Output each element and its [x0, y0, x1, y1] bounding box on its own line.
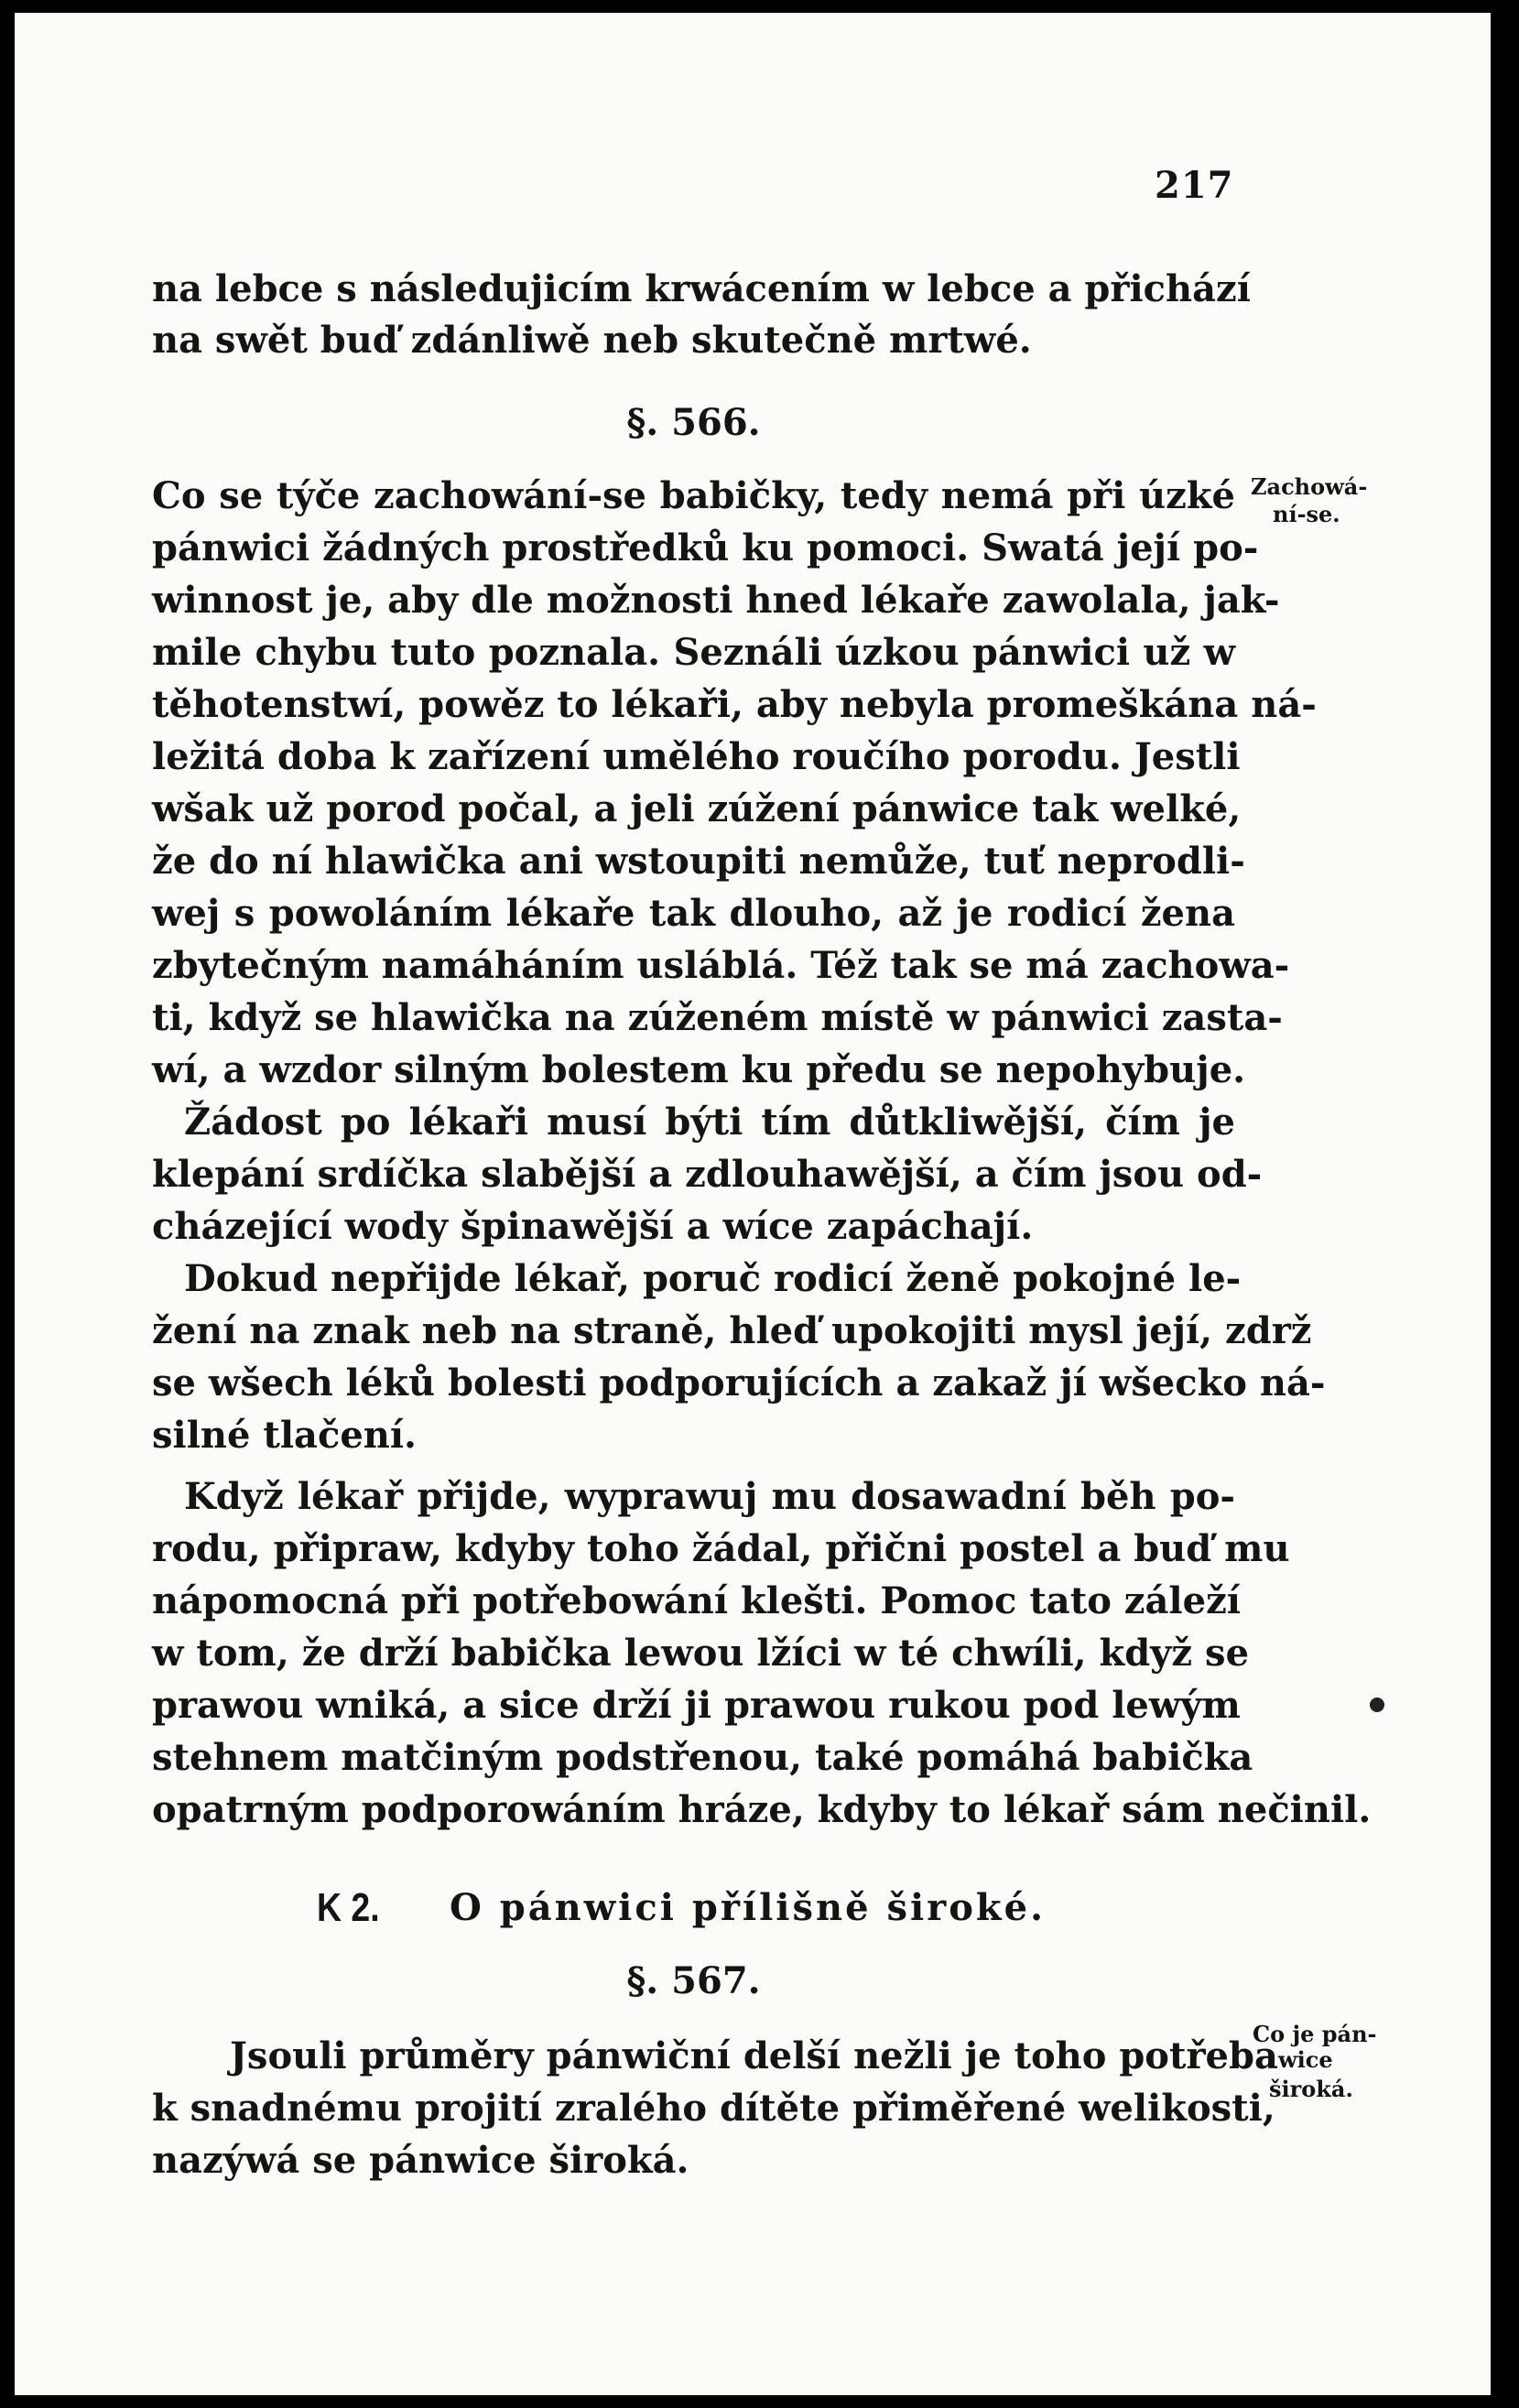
text-line: Když lékař přijde, wyprawuj mu dosawadní běh po-	[184, 1475, 1235, 1518]
text-line: prawou wniká, a sice drží ji prawou rukou pod lewým	[152, 1684, 1241, 1727]
text-line: na lebce s následujicím krwácením w lebce a přichází	[152, 267, 1251, 310]
subsection-number: K 2.	[317, 1885, 380, 1930]
text-line: klepání srdíčka slabější a zdlouhawější, a čím jsou od-	[152, 1153, 1263, 1196]
text-line: zbytečným namáháním usláblá. Též tak se má zachowa-	[152, 944, 1290, 987]
text-line: stehnem matčiným podstřenou, také pomáhá babička	[152, 1736, 1253, 1779]
margin-note: wice	[1278, 2046, 1333, 2073]
margin-note: ní-se.	[1273, 501, 1340, 527]
margin-note: Co je pán-	[1253, 2021, 1377, 2047]
text-line: ležitá doba k zařízení umělého roučího porodu. Jestli	[152, 735, 1241, 778]
section-heading: §. 567.	[626, 1959, 761, 2002]
book-page	[15, 13, 1491, 2395]
text-line: na swět buď zdánliwě neb skutečně mrtwé.	[152, 319, 1032, 362]
text-line: winnost je, aby dle možnosti hned lékaře zawolala, jak-	[152, 579, 1280, 622]
text-line: Co se týče zachowání-se babičky, tedy nemá při úzké	[152, 474, 1235, 517]
text-line: rodu, připraw, kdyby toho žádal, přični postel a buď mu	[152, 1527, 1290, 1570]
text-line: w tom, že drží babička lewou lžíci w té chwíli, když se	[152, 1632, 1250, 1675]
page-number: 217	[1155, 164, 1234, 207]
text-line: k snadnému projití zralého dítěte přiměřené welikosti,	[152, 2087, 1275, 2130]
text-line: Žádost po lékaři musí býti tím důtkliwější, čím je	[184, 1101, 1235, 1144]
subsection-title: O pánwici přílišně široké.	[450, 1886, 1047, 1929]
text-line: ti, když se hlawička na zúženém místě w pánwici zasta-	[152, 996, 1283, 1039]
ink-dot	[1370, 1698, 1384, 1712]
text-line: opatrným podporowáním hráze, kdyby to lékař sám nečinil.	[152, 1788, 1372, 1831]
text-line: wí, a wzdor silným bolestem ku předu se nepohybuje.	[152, 1048, 1246, 1091]
text-line: pánwici žádných prostředků ku pomoci. Swatá její po-	[152, 526, 1259, 569]
section-heading: §. 566.	[626, 401, 761, 444]
text-line: Dokud nepřijde lékař, poruč rodicí ženě pokojné le-	[184, 1257, 1242, 1300]
text-line: že do ní hlawička ani wstoupiti nemůže, tuť neprodli-	[152, 840, 1245, 883]
text-line: wšak už porod počal, a jeli zúžení pánwice tak welké,	[152, 787, 1242, 830]
text-line: nazýwá se pánwice široká.	[152, 2139, 689, 2182]
text-line: těhotenstwí, powěz to lékaři, aby nebyla promeškána ná-	[152, 683, 1317, 726]
text-line: se wšech léků bolesti podporujících a zakaž jí wšecko ná-	[152, 1361, 1326, 1405]
margin-note: Zachowá-	[1251, 473, 1368, 500]
text-line: cházející wody špinawější a wíce zapáchají.	[152, 1205, 1034, 1248]
text-line: nápomocná při potřebowání klešti. Pomoc tato záleží	[152, 1579, 1241, 1622]
text-line: silné tlačení.	[152, 1414, 417, 1457]
text-line: wej s powoláním lékaře tak dlouho, až je rodicí žena	[152, 892, 1235, 935]
margin-note: široká.	[1269, 2076, 1353, 2102]
text-line: Jsouli průměry pánwiční delší nežli je toho potřeba	[230, 2034, 1278, 2077]
text-line: mile chybu tuto poznala. Seználi úzkou pánwici už w	[152, 631, 1235, 674]
text-line: žení na znak neb na straně, hleď upokojiti mysl její, zdrž	[152, 1309, 1312, 1352]
